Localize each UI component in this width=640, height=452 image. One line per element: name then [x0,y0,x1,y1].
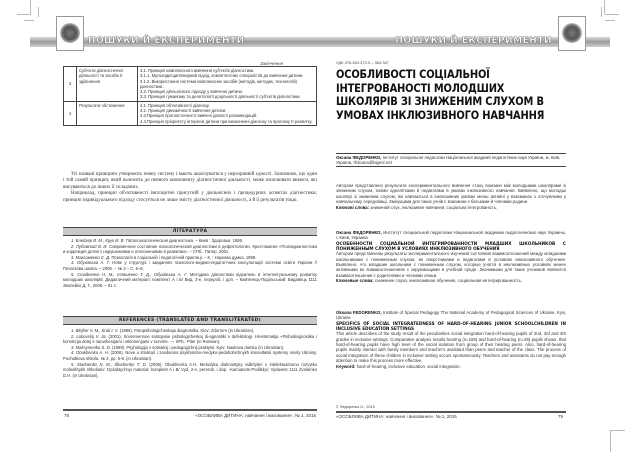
row-principles [138,67,317,102]
literature-heading: ЛІТЕРАТУРА [63,227,317,236]
references-list [63,328,317,378]
crop-mark [24,20,34,21]
keywords-label: Ключевые слова: [336,278,374,284]
crop-mark [605,20,615,21]
footer-rule [336,411,566,413]
copyright: © Федоренко О., 2015 [336,405,375,409]
ref-authors: 4. Обухівська А. Г. [71,260,110,266]
principle: 3.1. Принцип комплексного вивчення суб'єктів діагностики. [140,68,255,73]
ref-text: (2001). Sovremennoe sostojanie psihologicheskoj di-agnostiki v defektologi. Hrestomatija «Psihodiagnostika i korrekcija detej s narushenijami i otklonenijami v razvitii». — SPb.: Piter (in Russian). [63,333,317,345]
right-page [320,0,640,452]
row-number: 3 [64,67,77,102]
author-affiliation: Інститут спеціальної педагогіки Національної академії педагогічних наук України, м. Київ, Україна, rfolcana@bigmir.net [336,154,561,166]
principle: 3.2. Принцип діяльнісного підходу у вивченні дитини. [140,89,244,95]
literature-item [63,260,317,271]
ref-authors: 3. Максименко С. Д. [71,254,111,260]
literature-list [63,238,317,288]
reference-item [63,334,317,345]
author-name: Оксана ФЕДОРЕНКО, [336,230,382,235]
crop-mark [30,0,31,14]
crop-mark [601,7,602,17]
principle: 4.1. Принцип об'єктивності діагнозу. [140,102,210,108]
keywords-label: Keyword: [336,363,356,369]
principle: 3.1.2. Використання системи комплексних засобів (методів, методик, технологій) діагностики. [140,78,297,89]
abstract-text: This article describes of the study result of the peculiarities social integration hard-of-hearing pupils of 2nd, 3rd and 4th grades in inclusive settings. Comparative analysis results hearing (n=185) and hard-of-hearing (n=26) pupils shows, that hard-of-hearing pupils have high level of the social isolation from group of their hearing peers. Also, hard-of-hearing pupils mainly interact with family members and teacher's assistant than peers and teacher of the class. The process of social integration of these children in inclusive setting occurs spontaneously. Teachers and assistants do not pay enough attention to make this process more effective. [336,331,566,364]
ref-text: Психологія в соціальній і педагогічній практиці. – К. : Наукова думка, 1999. [110,254,257,260]
principle: 4.2. Принцип динамічності вивчення дитини. [140,108,227,114]
title-ru: ОСОБЕННОСТИ СОЦИАЛЬНОЙ ИНТЕГРИРОВАННОСТИ МЛАДШИХ ШКОЛЬНИКОВ С ПОНИЖЕННЫМ СЛУХОМ В УСЛОВИЯХ ИНКЛЮЗИВНОГО ОБУЧЕНИЯ [336,240,566,252]
crop-mark [604,0,605,14]
keywords-text: знижений слух, інклюзивне навчання, соціальна інтегрованість. [369,204,498,210]
ref-text: Методика діагностики відхилень в інтелектуальному розвитку молодших школярів: Дидактичний матеріал: комплект А і Б/ Вид. 2-е, перероб. і доп. – Кам'янець-Подільський: Видавець 1111 Зволейко Д. Г., 2006. – 81 с. [63,271,317,288]
ref-authors: 3. Maksymenko S. D. [71,344,111,350]
footer-journal-title: «ОСОБЛИВА ДИТИНА: навчання і виховання», № 1, 2015 [195,413,316,418]
abstract-en [336,310,566,369]
author-info-ru [336,230,566,241]
principle: 4.4.Принцип пріоритету інтересів дитини при визначенні діагнозу та прогнозу її розвитку. [140,118,313,124]
table-row [64,67,317,102]
row-principles [138,101,317,125]
reference-item [63,362,317,379]
abstract-text: Автором представлено результати експериментального вивчення стану взаємин між молодшими школярами зі зниженим слухом, їхніми однолітками й педагогами в умовах інклюзивного навчання. Виявлено, що молодші школярі зі зниженим слухом, які навчаються в інклюзивних умовах менш активні у взаєминах з оточуючими у навчальному середовищі. Змінущими для таких учнів є взаємини з батьками й членами родини. [336,183,566,205]
ref-text: (2006). Nove u strukturi i zavdannia psykholoho-medyko-pedahohichnykh konsultatsii systemy osvity Ukrainy. Pochatkova shkola, № 2, pp. 5-8. (in Ukrainian). [63,350,317,361]
crop-mark [17,14,31,15]
ref-text: (1986). Patopsihologicheskaja diagnostika. Kiev: Zdorov'e (in Ukrainian). [118,328,255,333]
principle: 4.3.Принцип прогностичності вивчені дієвості рекомендацій. [140,113,258,119]
row-subject: Суб'єкти діагностичної діяльності та засоби її здійснення [77,67,138,102]
paragraph: Наприклад, принцип об'єктивності імпліцитно присутній у діяльнісних і процедурних аспектах діагностики; принцип індивідуального підходу стосується не лише змісту діагностичної діяльності, а й її результатів тощо. [63,191,317,203]
ref-authors: 5. Стадненко Н. М., Ілляшенко Т. Д., Обухівська А. Г. [71,271,188,277]
author-affiliation: Институт специальной педагогики Национальной академии педагогических наук Украины, г. Киев, Украина [336,230,566,241]
keywords-text: hard-of-hearing, inclusive education, social integration. [355,363,461,369]
keywords-text: снижение слуха, инклюзивное обучение, социальная интегрированность. [373,278,523,284]
ref-text: Нове у структурі і завданнях психолого-медико-педагогічних консультацій системи освіти України // Початкова школа. – 2006. – № 2 – С. 5–8. [63,260,317,271]
table-continued-label: Закінчення [260,61,284,66]
crop-mark [610,430,611,452]
footer-rule [63,409,317,411]
ref-authors: 1. Blejher V. M., Kruk I. V. [71,328,119,333]
literature-item [63,272,317,289]
principle: 3.1.1. Мультидисциплінарний підхід, компетентних спеціалістів до вивчення дитини. [140,73,304,79]
references-heading: REFERENCES (TRANSLATED AND TRANSLITERATED) [63,316,317,325]
row-subject: Результати обстеження [77,101,138,125]
abstract-ua [336,183,566,210]
emblem-frame [56,16,84,51]
row-number: 4 [64,101,77,125]
ref-authors: 1. Блейхер В. М., Крук И. В. [71,238,125,243]
author-name: Оксана ФЕДОРЕНКО, [336,154,382,160]
keywords [336,278,566,283]
keywords-label: Ключові слова: [336,204,370,210]
page-number: 78 [64,413,70,418]
ref-authors: 5. Stadnenko N. M., Illiashenko T. D. [71,361,147,367]
paragraph: Усі названі принципи утворюють певну систему і мають аналізуватися у нерозривній єдності. Зазначимо, що один і той самий принцип, який належить до певного компоненту діагностичної діяльності, може охоплювати вимоги, які висуваються до інших її складових. [63,172,317,190]
author-info-ua [336,153,566,167]
ref-text: Патопсихологическая диагностика. – Киев : Здоровья, 1986. [124,238,244,243]
ref-text: (2006). Obukhivska A.H. Metodyka diahnostyky vidkhylen v intelektualnomu rozvytku molodshykh shkoliariv: Dydaktychnyi material: komplekt A i B/ Vyd. 2-e, pererob. i dop. -Kamianets-Podilskyi: Vydavets 1111 Zvoilenko D.H. (in Ukrainian). [63,361,317,378]
abstract-text: Автором представлены результаты экспериментального изучения состояния взаимоотношений между младшими школьниками с пониженным слухом, их сверстниками и педагогами в условиях инклюзивного обучения. Выявлено, что младшие школьники с пониженным слухом, которые учатся в инклюзивных условиях менее активными во взаимоотношениях с окружающими в учебной среде. Значимыми для таких учеников являются взаимоотношения с родителями и членами семьи. [336,251,566,278]
author-name: Oksana FEDORENKO, [336,310,382,315]
section-title: ПОШУКИ Й ЕКСПЕРИМЕНТИ [88,36,245,46]
keywords [336,364,566,369]
emblem-frame [558,16,586,51]
ref-authors: 2. Lubovskij V. Ja. [71,333,107,339]
abstract-ru [336,230,566,284]
author-info-en [336,310,566,321]
principles-table [63,66,317,126]
article-title: ОСОБЛИВОСТІ СОЦІАЛЬНОЇ ІНТЕГРОВАНОСТІ МОЛОДШИХ ШКОЛЯРІВ ЗІ ЗНИЖЕНИМ СЛУХОМ В УМОВАХ ІНКЛЮЗИВНОГО НАВЧАННЯ [336,67,545,122]
title-en: SPECIFICS OF SOCIAL INTEGRATEDNESS OF HARD-OF-HEARING JUNIOR SCHOOLCHILDREN IN INCLUSIVE EDUCATION SETTINGS [336,320,566,332]
section-title: ПОШУКИ Й ЕКСПЕРИМЕНТИ [395,36,552,46]
academy-emblem-icon [562,23,582,43]
footer-journal-title: «ОСОБЛИВА ДИТИНА: навчання і виховання», № 1, 2015 [336,414,457,419]
principle: 3.3. Принцип гуманізму та деонтології доцільності діяльності суб'єктів діагностики. [140,94,301,100]
page-number: 79 [558,414,564,419]
ref-text: (1999). Psyhologija v sotsialnij i pedagogichnij praktytsi. Kyiv: Naukova dumka (in Ukrainian). [110,344,285,350]
ref-authors: 2. Лубовский В. И. [71,243,108,249]
keywords [336,205,566,210]
author-affiliation: Institute of Special Pedagogy The National Academy of Pedagogical Sciences of Ukraine, Kyiv, Ukraine [336,310,567,321]
udc-code: УДК 376.353.373.3 – 364.347 [336,60,389,65]
crop-mark [38,7,39,17]
ref-authors: 4. Obukhivska A. H. [71,350,109,356]
academy-emblem-icon [60,23,80,43]
crop-mark [605,14,619,15]
literature-item [63,244,317,255]
table-row [64,101,317,125]
reference-item [63,350,317,361]
crop-mark [611,430,625,431]
body-text [63,172,317,204]
ref-text: Современное состояние психологической диагностики в дефектологии. Хрестоматия «Психодиагностика и коррекция детей с нарушениями и отклонениями в развитии». – СПб.: Питер, 2001. [63,243,317,255]
